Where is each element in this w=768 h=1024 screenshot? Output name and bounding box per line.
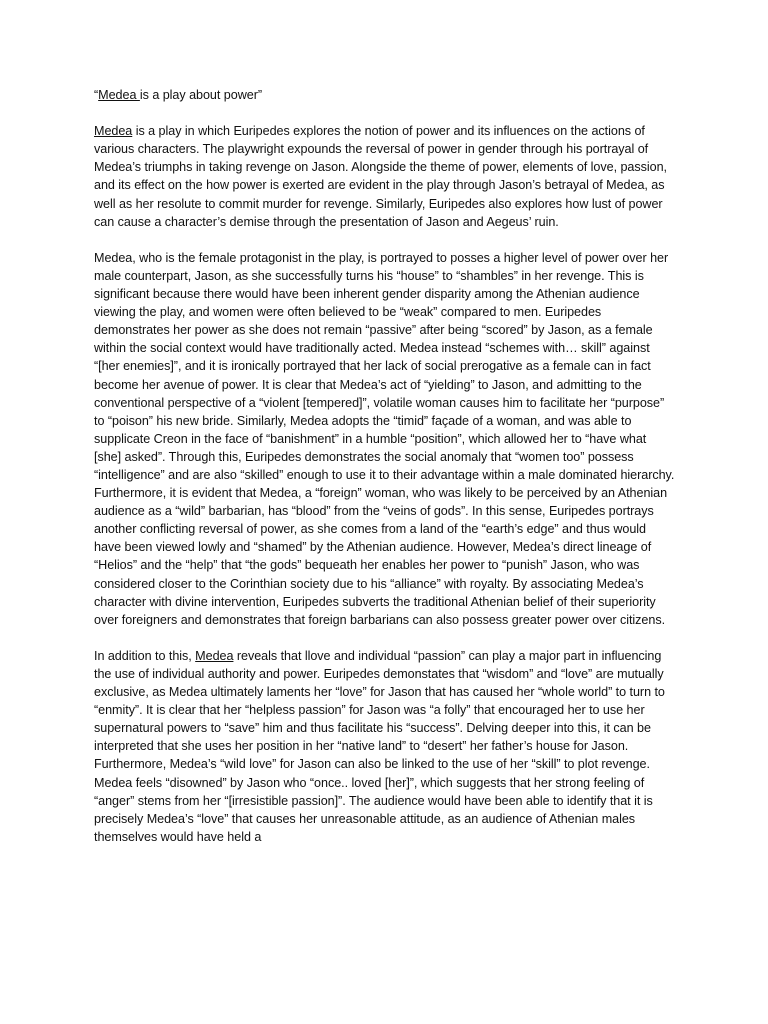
title-underlined-word: Medea: [98, 88, 140, 102]
paragraph-love-passion-underlined: Medea: [195, 648, 234, 663]
document-page: [94, 86, 676, 846]
paragraph-foreign-power-text: Furthermore, it is evident that Medea, a “foreign” woman, who was likely to be perceived by an Athenian audience as a “wild” barbarian, has “blood” from the “veins of gods”. In this sense, Euripedes portrays another conflicting reversal of power, as she comes from a land of the “earth’s edge” and thus would have been viewed lowly and “shamed” by the Athenian audience. However, Medea’s direct lineage of “Helios” and the “help” that “the gods” bequeath her enables her power to “punish” Jason, who was considered closer to the Corinthian society due to his “alliance” with royalty. By associating Medea’s character with divine intervention, Euripedes subverts the traditional Athenian belief of their superiority over foreigners and demonstrates that foreign barbarians can also possess greater power over citizens.: [94, 486, 668, 627]
paragraph-love-passion: [94, 647, 676, 846]
paragraph-gender-power-text: Medea, who is the female protagonist in the play, is portrayed to posses a higher level of power over her male counterpart, Jason, as she successfully turns his “house” to “shambles” in her revenge. This is significant because there would have been inherent gender disparity among the Athenian audience viewing the play, and women were often believed to be “weak” compared to men. Euripedes demonstrates her power as she does not remain “passive” after being “scored” by Jason, as a female within the social context would have traditionally acted. Medea instead “schemes with… skill” against “[her enemies]”, and it is ironically portrayed that her lack of social prerogative as a female can in fact become her avenue of power. It is clear that Medea’s act of “yielding” to Jason, and admitting to the conventional perspective of a “violent [tempered]”, volatile woman causes him to facilitate her “purpose” to “poison” his new bride. Similarly, Medea adopts the “timid” façade of a woman, and was able to supplicate Creon in the face of “banishment” in a humble “position”, which allowed her to “have what [she] asked”. Through this, Euripedes demonstrates the social anomaly that “women too” possess “intelligence” and are also “skilled” enough to use it to their advantage within a male dominated hierarchy.: [94, 250, 675, 482]
paragraph-intro-underlined: Medea: [94, 124, 133, 139]
paragraph-intro: [94, 122, 676, 231]
paragraph-love-passion-text: reveals that llove and individual “passion” can play a major part in influencing the use of individual authority and power. Euripedes demonstates that “wisdom” and “love” are mutually exclusive, as Medea ultimately laments her “love” for Jason that has caused her “whole world” to turn to “enmity”. It is clear that her “helpless passion” for Jason was “a folly” that encouraged her to use her supernatural powers to “save” him and thus facilitate his “success”. Delving deeper into this, it can be interpreted that she uses her position in her “native land” to “desert” her father’s house for Jason. Furthermore, Medea’s “wild love” for Jason can also be linked to the use of her “skill” to plot revenge. Medea feels “disowned” by Jason who “once.. loved [her]”, which suggests that her strong feeling of “anger” stems from her “[irresistible passion]”. The audience would have been able to identify that it is precisely Medea’s “love” that causes her unreasonable attitude, as an audience of Athenian males themselves would have held a: [94, 648, 665, 844]
essay-title: [94, 86, 676, 104]
paragraph-foreign-power: [94, 484, 676, 629]
paragraph-love-passion-prefix: In addition to this,: [94, 648, 196, 663]
title-open-quote: “: [94, 88, 99, 102]
paragraph-gender-power: [94, 249, 676, 484]
title-rest: is a play about power”: [139, 88, 262, 102]
paragraph-intro-text: is a play in which Euripedes explores the notion of power and its influences on the actions of various characters. The playwright expounds the reversal of power in gender through his portrayal of Medea’s triumphs in taking revenge on Jason. Alongside the theme of power, elements of love, passion, and its effect on the how power is exerted are evident in the play through Jason’s betrayal of Medea, as well as her resolute to commit murder for revenge. Similarly, Euripedes also explores how lust of power can cause a character’s demise through the presentation of Jason and Aegeus’ ruin.: [94, 124, 667, 229]
